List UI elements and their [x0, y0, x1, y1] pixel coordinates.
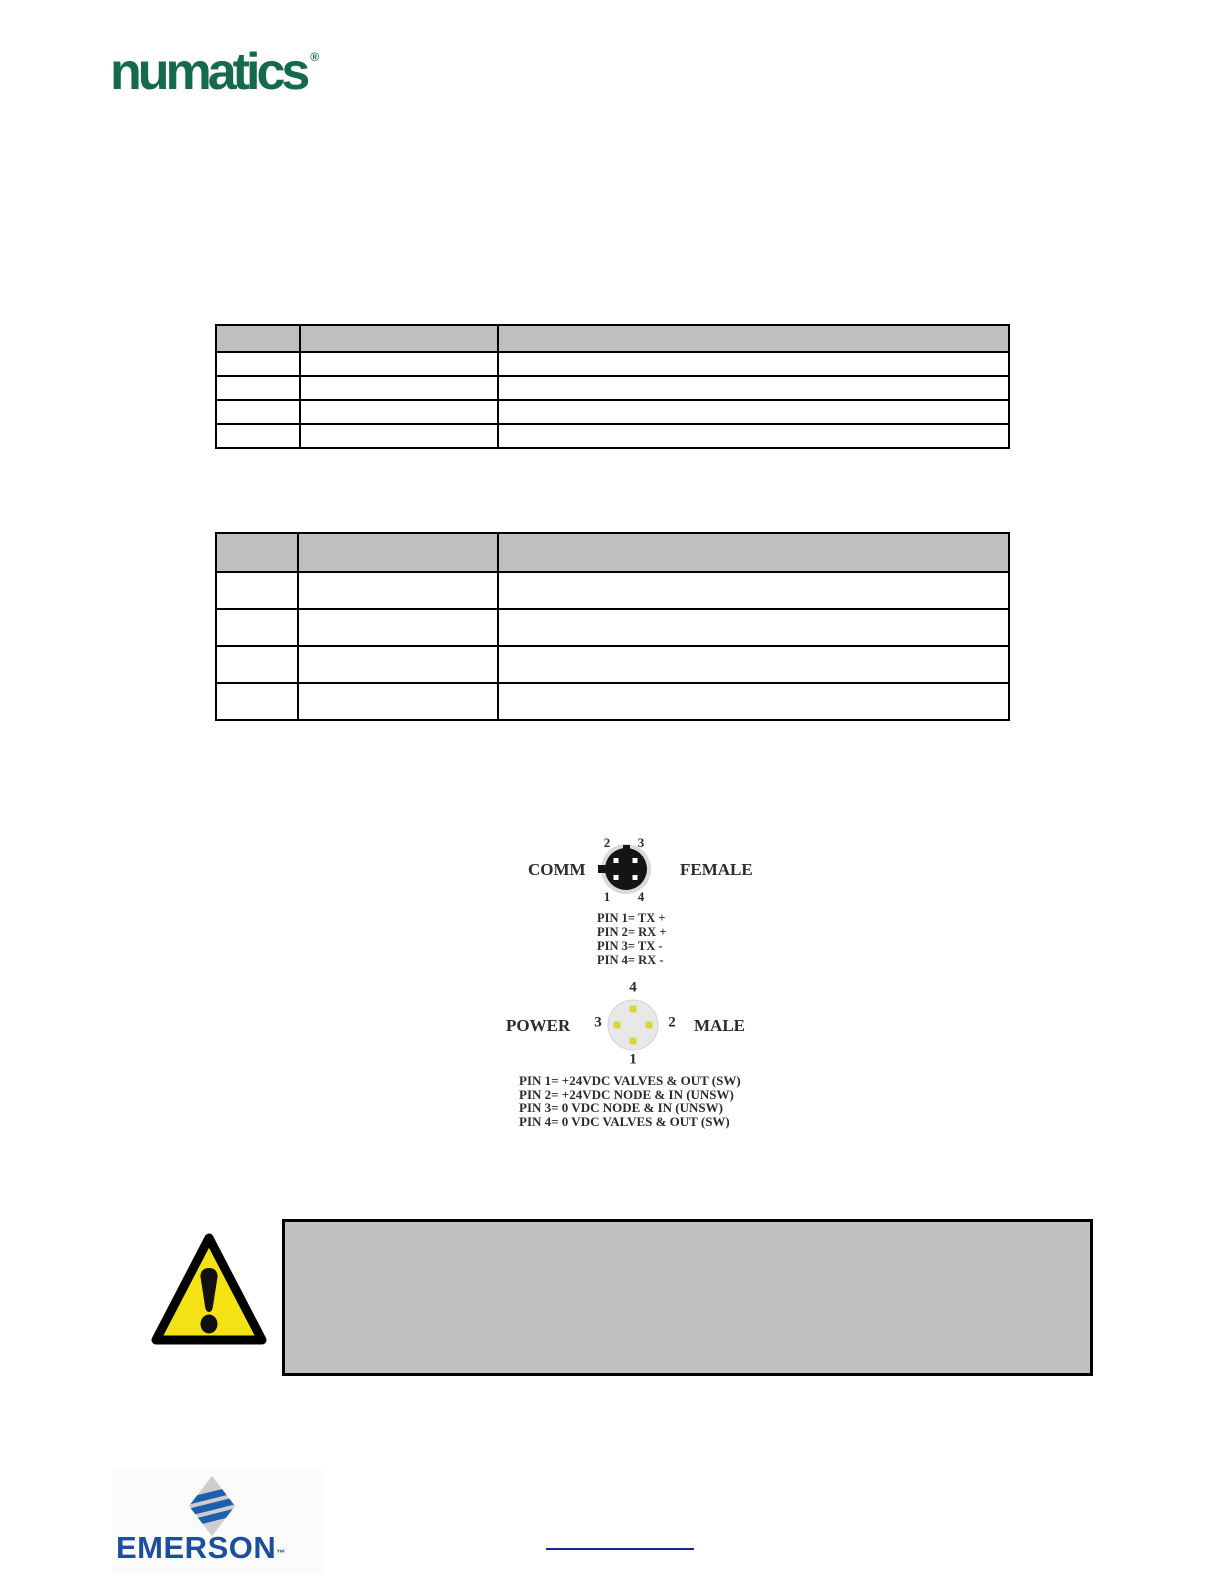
- power-pinout-line: PIN 4= 0 VDC VALVES & OUT (SW): [519, 1113, 730, 1129]
- numatics-logo: [110, 43, 320, 101]
- table-row: [216, 376, 1009, 400]
- power-male-connector-icon: [605, 997, 661, 1053]
- table-cell: [498, 424, 1009, 448]
- emerson-diamond-icon: [188, 1475, 236, 1537]
- table-cell: [216, 683, 298, 720]
- registered-mark: ®: [310, 50, 320, 64]
- table-header-cell: [498, 325, 1009, 352]
- power-label: POWER: [506, 1016, 571, 1035]
- table-cell: [298, 572, 498, 609]
- warning-triangle-icon: [148, 1230, 270, 1348]
- comm-pin-number-4: 4: [637, 889, 645, 904]
- power-pin-number-3: 3: [594, 1014, 602, 1031]
- table-header-cell: [216, 325, 300, 352]
- power-pinout-line: PIN 2= +24VDC NODE & IN (UNSW): [519, 1086, 734, 1102]
- table-cell: [300, 400, 498, 424]
- table-header-cell: [498, 533, 1009, 572]
- table-row: [216, 683, 1009, 720]
- warning-callout-box: [282, 1219, 1093, 1376]
- table-cell: [498, 683, 1009, 720]
- footer-link-underline[interactable]: [546, 1548, 694, 1550]
- table-cell: [498, 376, 1009, 400]
- male-label: MALE: [694, 1016, 745, 1035]
- power-pinout-list: [519, 1074, 741, 1128]
- power-pin-number-2: 2: [668, 1014, 676, 1031]
- emerson-wordmark: [116, 1532, 286, 1563]
- power-pin-number-4: 4: [629, 979, 637, 996]
- table-row: [216, 424, 1009, 448]
- power-pinout-line: PIN 1= +24VDC VALVES & OUT (SW): [519, 1073, 741, 1088]
- table-header-row: [216, 533, 1009, 572]
- comm-pin-number-3: 3: [637, 835, 645, 850]
- table-row: [216, 609, 1009, 646]
- table-cell: [300, 424, 498, 448]
- table-cell: [498, 352, 1009, 376]
- table-row: [216, 572, 1009, 609]
- emerson-wordmark-text: EMERSON: [116, 1530, 277, 1565]
- table-cell: [298, 683, 498, 720]
- comm-pin-number-1: 1: [603, 889, 611, 904]
- table-cell: [216, 424, 300, 448]
- table-1: [215, 324, 1010, 449]
- table-cell: [216, 400, 300, 424]
- comm-pinout-line: PIN 3= TX -: [597, 939, 663, 953]
- table-cell: [216, 646, 298, 683]
- table-header-cell: [216, 533, 298, 572]
- comm-pin-number-2: 2: [603, 835, 611, 850]
- table-cell: [216, 572, 298, 609]
- table-cell: [300, 352, 498, 376]
- trademark-mark: ™: [276, 1548, 286, 1558]
- table-header-cell: [300, 325, 498, 352]
- comm-pinout-line: PIN 2= RX +: [597, 925, 667, 939]
- table-cell: [498, 609, 1009, 646]
- power-pin-number-1: 1: [629, 1051, 637, 1068]
- table-header-cell: [298, 533, 498, 572]
- table-cell: [216, 376, 300, 400]
- table-2: [215, 532, 1010, 721]
- comm-pinout-line: PIN 1= TX +: [597, 911, 666, 925]
- table-cell: [498, 400, 1009, 424]
- table-cell: [216, 609, 298, 646]
- table-row: [216, 646, 1009, 683]
- table-cell: [298, 646, 498, 683]
- female-label: FEMALE: [680, 860, 753, 879]
- table-header-row: [216, 325, 1009, 352]
- power-pinout-line: PIN 3= 0 VDC NODE & IN (UNSW): [519, 1100, 723, 1115]
- table-cell: [300, 376, 498, 400]
- table-cell: [498, 646, 1009, 683]
- table-row: [216, 400, 1009, 424]
- table-cell: [498, 572, 1009, 609]
- numatics-wordmark: numatics: [110, 43, 307, 101]
- table-row: [216, 352, 1009, 376]
- table-cell: [216, 352, 300, 376]
- comm-pinout-line: PIN 4= RX -: [597, 953, 664, 967]
- comm-label: COMM: [528, 860, 586, 879]
- table-cell: [298, 609, 498, 646]
- comm-pinout-list: [597, 911, 666, 967]
